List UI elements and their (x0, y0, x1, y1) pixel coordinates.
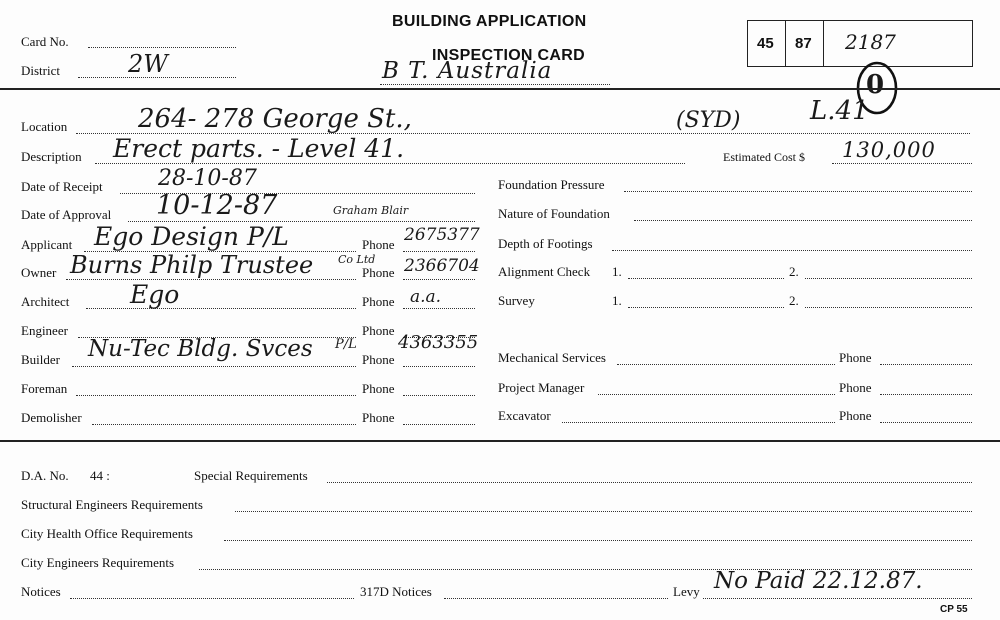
builder-phone-value: 4363355 (398, 332, 479, 353)
health-field (224, 540, 972, 541)
survey-num-1: 1. (612, 293, 622, 308)
estimated-cost-value: 130,000 (842, 138, 936, 162)
owner-phone-field (403, 279, 475, 280)
excavator-label: Excavator (498, 408, 551, 423)
special-field (327, 482, 972, 483)
city-eng-label: City Engineers Requirements (21, 555, 175, 570)
foreman-field (76, 395, 356, 396)
mechanical-phone-label: Phone (839, 350, 872, 365)
circled-mark-value: 0 (866, 70, 885, 100)
builder-value: Nu-Tec Bldg. Svces (88, 336, 313, 362)
foundation-pressure-label: Foundation Pressure (498, 177, 605, 192)
alignment-field-2 (805, 278, 972, 279)
builder-phone-label: Phone (362, 352, 395, 367)
mechanical-label: Mechanical Services (498, 350, 606, 365)
project-manager-field (598, 394, 835, 395)
owner-field (66, 279, 356, 280)
architect-phone-label: Phone (362, 294, 395, 309)
builder-suffix: P/L (335, 337, 357, 352)
applicant-label: Applicant (21, 237, 73, 252)
architect-phone-field (403, 308, 475, 309)
da-label: D.A. No. (21, 468, 69, 483)
builder-phone-field (403, 366, 475, 367)
notices-label: Notices (21, 584, 61, 599)
builder-field (72, 366, 356, 367)
levy-field (703, 598, 972, 599)
structural-field (235, 511, 972, 512)
project-manager-label: Project Manager (498, 380, 585, 395)
district-label: District (21, 63, 60, 78)
nature-foundation-label: Nature of Foundation (498, 206, 610, 221)
alignment-label: Alignment Check (498, 264, 591, 279)
company-underline (380, 84, 610, 85)
description-field (95, 163, 685, 164)
owner-label: Owner (21, 265, 57, 280)
box-cell-year-prefix: 45 (757, 35, 774, 52)
special-label: Special Requirements (194, 468, 308, 483)
mechanical-field (617, 364, 835, 365)
architect-phone-value: a.a. (410, 287, 442, 307)
levy-label: Levy (673, 584, 700, 599)
card-no-field (88, 47, 236, 48)
architect-label: Architect (21, 294, 70, 309)
project-manager-phone-field (880, 394, 972, 395)
estimated-cost-field (832, 163, 972, 164)
box-cell-year: 87 (795, 35, 812, 52)
notices-field (70, 598, 354, 599)
location-value: 264- 278 George St., (138, 104, 412, 134)
excavator-phone-field (880, 422, 972, 423)
alignment-field-1 (628, 278, 784, 279)
alignment-num-1: 1. (612, 264, 622, 279)
levy-value: No Paid 22.12.87. (714, 568, 923, 594)
demolisher-field (92, 424, 356, 425)
company-value: B T. Australia (382, 58, 553, 84)
foreman-phone-label: Phone (362, 381, 395, 396)
survey-field-2 (805, 307, 972, 308)
depth-footings-field (612, 250, 972, 251)
level-mark: L.41 (810, 96, 869, 126)
applicant-phone-value: 2675377 (404, 225, 480, 245)
location-label: Location (21, 119, 68, 134)
district-value: 2W (128, 50, 168, 78)
form-code: CP 55 (940, 604, 968, 615)
mechanical-phone-field (880, 364, 972, 365)
foundation-pressure-field (624, 191, 972, 192)
notices-317-label: 317D Notices (360, 584, 432, 599)
survey-num-2: 2. (789, 293, 799, 308)
engineer-phone-label: Phone (362, 323, 395, 338)
builder-label: Builder (21, 352, 60, 367)
header-rule (0, 88, 1000, 90)
applicant-value: Ego Design P/L (94, 222, 289, 251)
notices-317-field (444, 598, 668, 599)
approval-value: 10-12-87 (156, 190, 278, 221)
depth-footings-label: Depth of Footings (498, 236, 593, 251)
card-title: BUILDING APPLICATION (392, 13, 587, 30)
owner-extra: Co Ltd (338, 253, 376, 266)
engineer-label: Engineer (21, 323, 68, 338)
da-value: 44 : (90, 468, 110, 483)
survey-label: Survey (498, 293, 535, 308)
description-label: Description (21, 149, 82, 164)
applicant-phone-field (403, 251, 475, 252)
demolisher-phone-label: Phone (362, 410, 395, 425)
health-label: City Health Office Requirements (21, 526, 193, 541)
approval-label: Date of Approval (21, 207, 112, 222)
box-cell-number: 2187 (845, 30, 896, 54)
applicant-phone-label: Phone (362, 237, 395, 252)
demolisher-label: Demolisher (21, 410, 82, 425)
architect-value: Ego (130, 280, 180, 309)
architect-field (86, 308, 356, 309)
foreman-label: Foreman (21, 381, 68, 396)
receipt-label: Date of Receipt (21, 179, 103, 194)
description-value: Erect parts. - Level 41. (113, 134, 405, 163)
project-manager-phone-label: Phone (839, 380, 872, 395)
box-divider (785, 20, 786, 67)
owner-phone-label: Phone (362, 265, 395, 280)
section-rule (0, 440, 1000, 442)
structural-label: Structural Engineers Requirements (21, 497, 203, 512)
foreman-phone-field (403, 395, 475, 396)
receipt-value: 28-10-87 (158, 166, 257, 191)
survey-field-1 (628, 307, 784, 308)
location-suffix: (SYD) (676, 108, 741, 133)
approval-signature: Graham Blair (333, 204, 409, 217)
nature-foundation-field (634, 220, 972, 221)
box-divider (823, 20, 824, 67)
excavator-field (562, 422, 835, 423)
card-no-label: Card No. (21, 34, 69, 49)
card-subtitle: INSPECTION CARD (432, 47, 585, 64)
owner-phone-value: 2366704 (404, 256, 480, 276)
owner-value: Burns Philp Trustee (70, 251, 314, 279)
demolisher-phone-field (403, 424, 475, 425)
excavator-phone-label: Phone (839, 408, 872, 423)
estimated-cost-label: Estimated Cost $ (723, 150, 805, 164)
alignment-num-2: 2. (789, 264, 799, 279)
